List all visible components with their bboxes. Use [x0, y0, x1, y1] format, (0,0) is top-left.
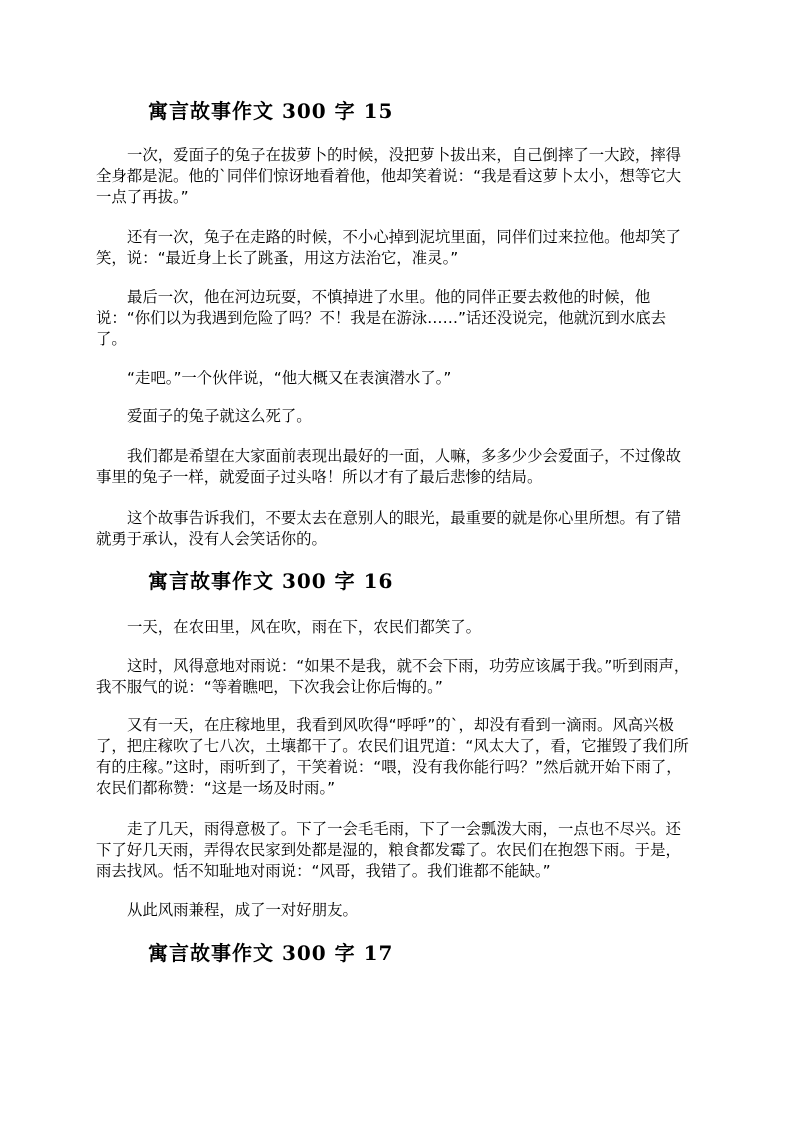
paragraph-16-4: 走了几天，雨得意极了。下了一会毛毛雨，下了一会瓢泼大雨，一点也不尽兴。还下了好几天雨，弄得农民家到处都是湿的，粮食都发霉了。农民们在抱怨下雨。于是，雨去找风。恬不知耻地对雨说：“风哥，我错了。我们谁都不能缺。” — [96, 820, 682, 880]
section-heading-16: 寓言故事作文 300 字 16 — [148, 569, 394, 593]
paragraph-15-4: “走吧。”一个伙伴说，“他大概又在表演潜水了。” — [127, 369, 452, 387]
paragraph-16-2: 这时，风得意地对雨说：“如果不是我，就不会下雨，功劳应该属于我。”听到雨声，我不服气的说：“等着瞧吧，下次我会让你后悔的。” — [96, 657, 690, 696]
section-heading-15: 寓言故事作文 300 字 15 — [148, 99, 394, 123]
paragraph-16-1: 一天，在农田里，风在吹，雨在下，农民们都笑了。 — [127, 618, 481, 636]
paragraph-15-1: 一次，爱面子的兔子在拔萝卜的时候，没把萝卜拔出来，自己倒摔了一大跤，摔得全身都是泥。他的`同伴们惊讶地看着他，他却笑着说：“我是看这萝卜太小，想等它大一点了再拔。” — [96, 146, 682, 206]
section-heading-17: 寓言故事作文 300 字 17 — [148, 941, 394, 965]
paragraph-16-5: 从此风雨兼程，成了一对好朋友。 — [127, 901, 358, 919]
paragraph-15-2: 还有一次，兔子在走路的时候，不小心掉到泥坑里面，同伴们过来拉他。他却笑了笑，说：“最近身上长了跳蚤，用这方法治它，准灵。” — [96, 228, 682, 267]
paragraph-15-3: 最后一次，他在河边玩耍，不慎掉进了水里。他的同伴正要去救他的时候，他说：“你们以为我遇到危险了吗？不！我是在游泳……”话还没说完，他就沉到水底去了。 — [96, 288, 667, 348]
paragraph-15-5: 爱面子的兔子就这么死了。 — [127, 407, 312, 425]
paragraph-15-7: 这个故事告诉我们，不要太去在意别人的眼光，最重要的就是你心里所想。有了错就勇于承认，没有人会笑话你的。 — [96, 509, 682, 548]
paragraph-15-6: 我们都是希望在大家面前表现出最好的一面，人嘛，多多少少会爱面子，不过像故事里的兔子一样，就爱面子过头咯！所以才有了最后悲惨的结局。 — [96, 447, 682, 486]
paragraph-16-3: 又有一天，在庄稼地里，我看到风吹得“呼呼”的`，却没有看到一滴雨。风高兴极了，把庄稼吹了七八次，土壤都干了。农民们诅咒道：“风太大了，看，它摧毁了我们所有的庄稼。”这时，雨听到了，干笑着说：“喂，没有我你能行吗？”然后就开始下雨了，农民们都称赞：“这是一场及时雨。” — [96, 716, 689, 797]
